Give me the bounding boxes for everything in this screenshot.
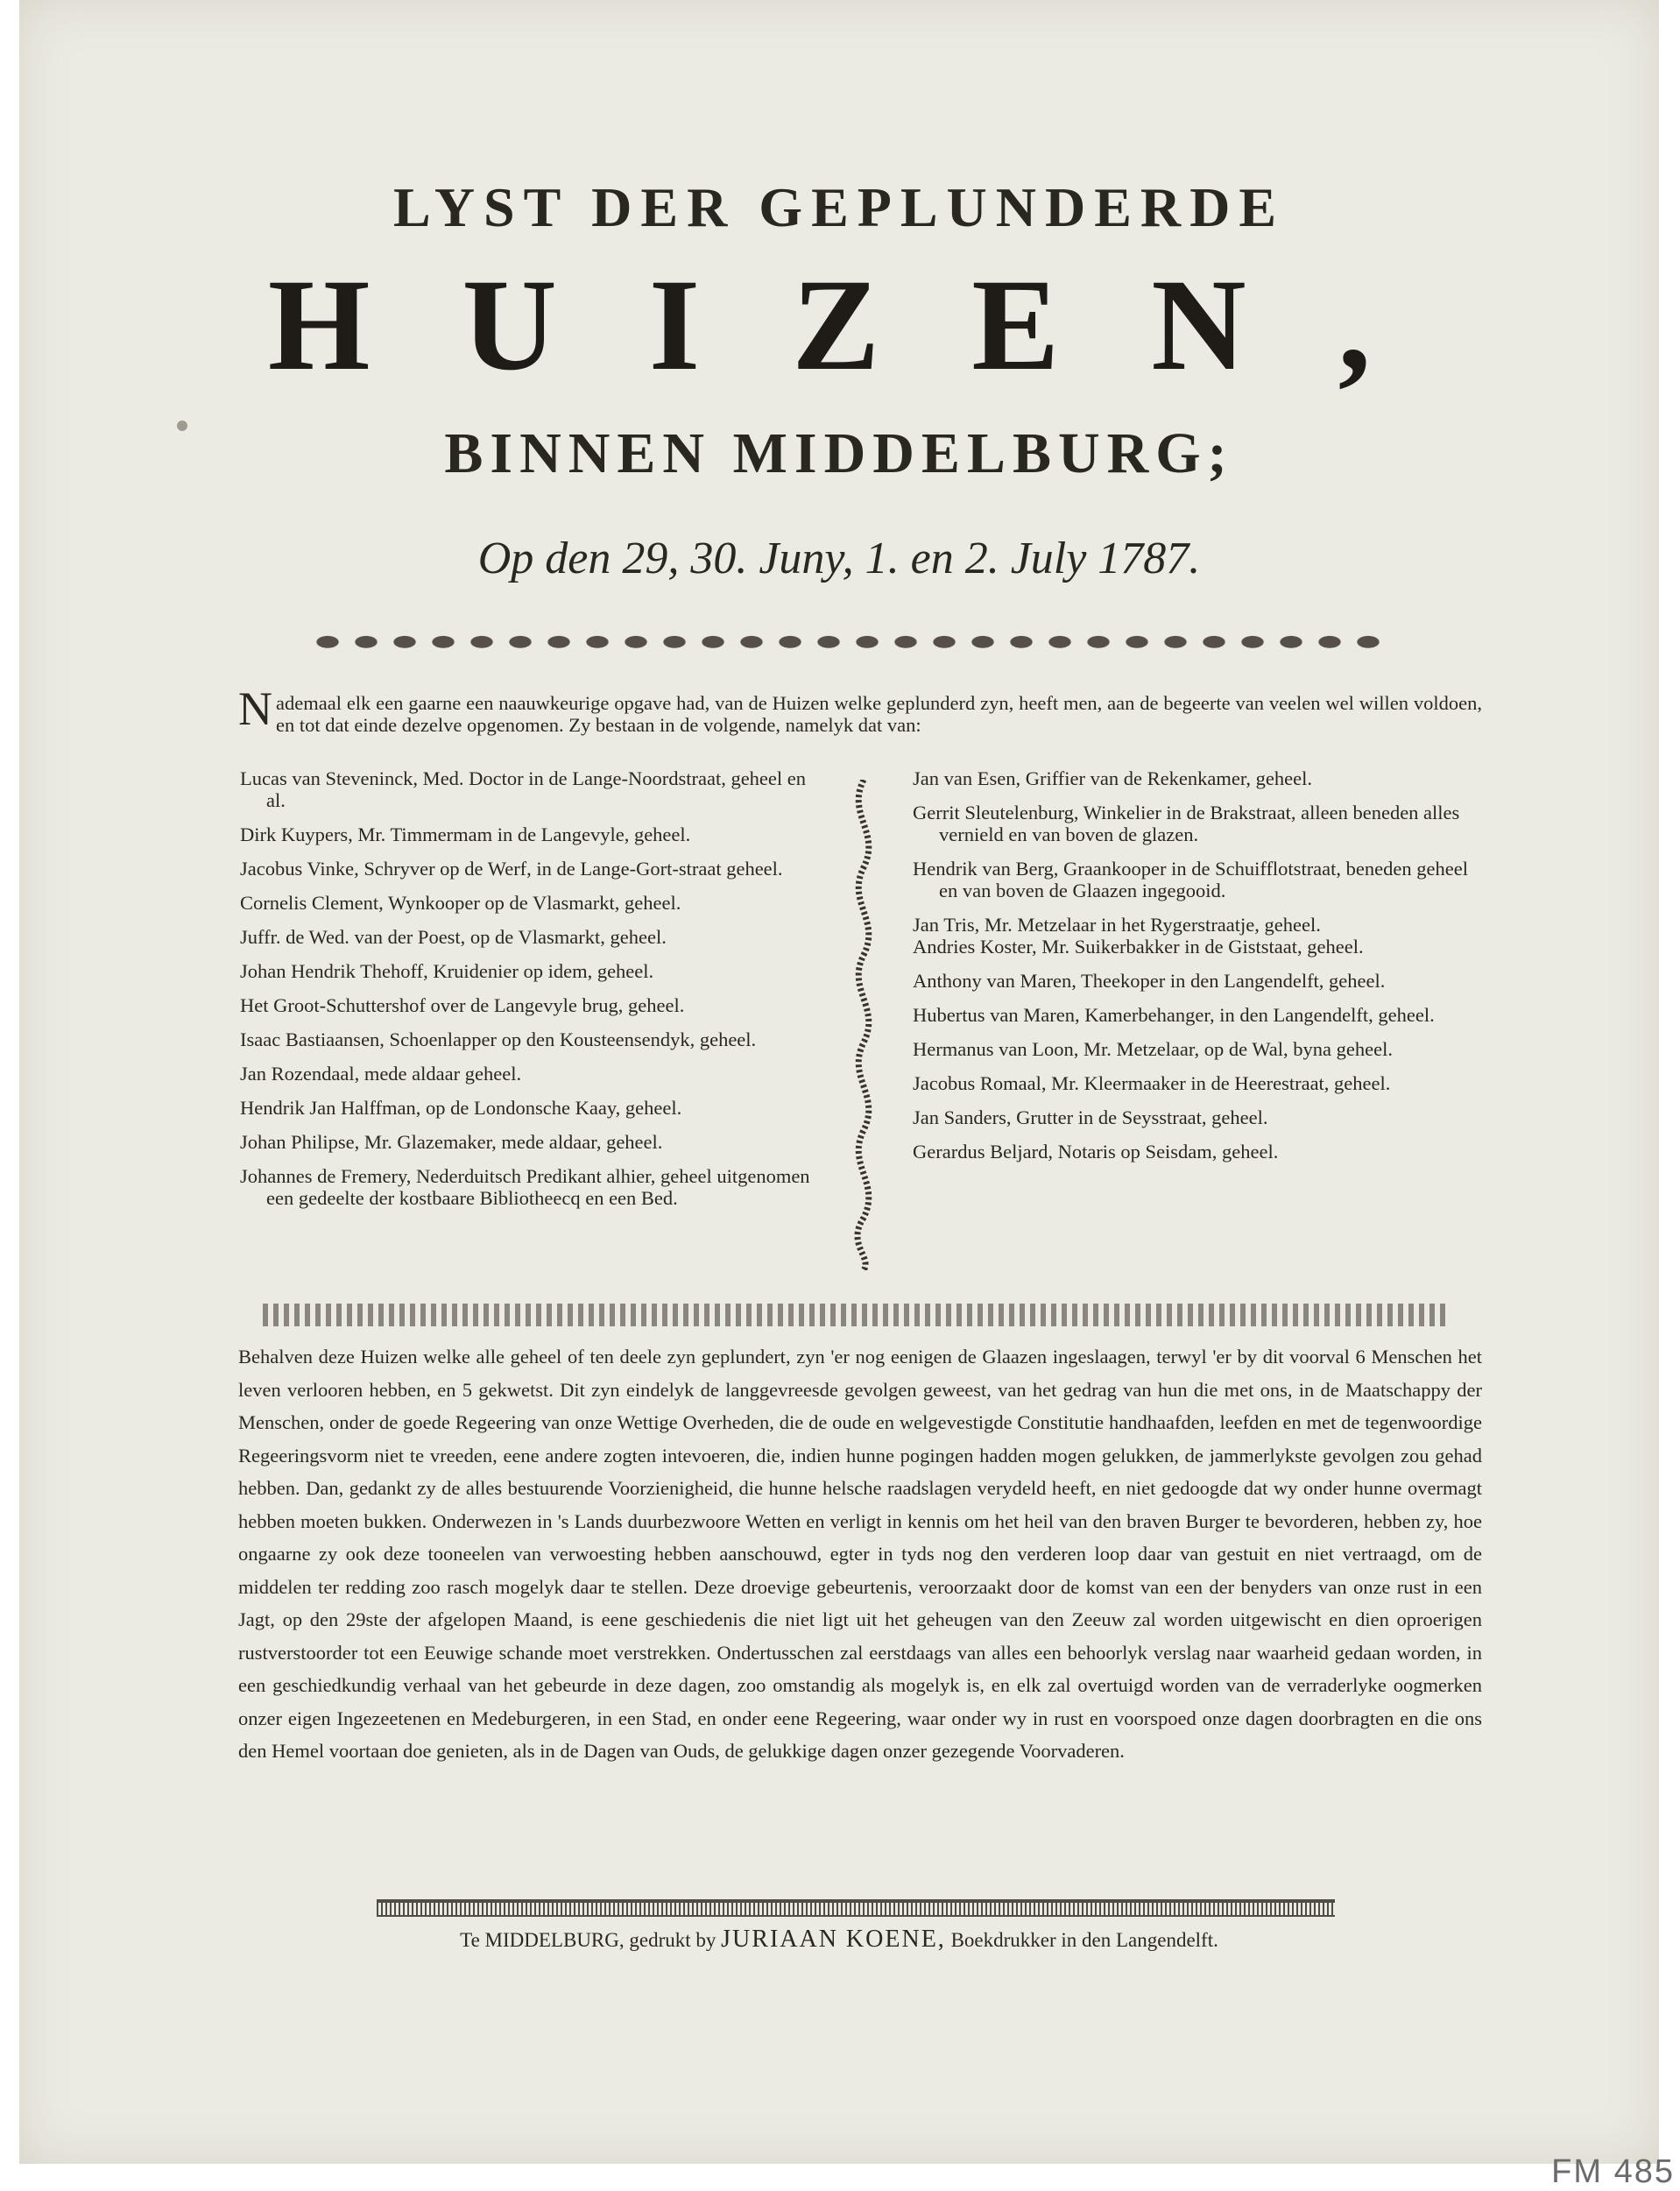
- list-item: Johannes de Fremery, Nederduitsch Predikant alhier, geheel uitgenomen een gedeelte der kostbaare Bibliotheecq en een Bed.: [240, 1165, 810, 1209]
- intro-paragraph: [238, 682, 1482, 736]
- title-line-2: HUIZEN,: [267, 252, 1464, 398]
- imprint-printer: JURIAAN KOENE,: [721, 1926, 946, 1953]
- intro-text: ademaal elk een gaarne een naauwkeurige opgave had, van de Huizen welke geplunderd zyn, heeft men, aan de begeerte van veelen wel willen voldoen, en tot dat einde dezelve opgenomen. Zy bestaan in de volgende, namelyk dat van:: [276, 692, 1482, 736]
- printer-imprint: [19, 1926, 1659, 1954]
- list-item: Jacobus Romaal, Mr. Kleermaaker in de Heerestraat, geheel.: [913, 1072, 1391, 1094]
- list-item: Hermanus van Loon, Mr. Metzelaar, op de Wal, byna geheel.: [913, 1038, 1393, 1060]
- list-item: Hubertus van Maren, Kamerbehanger, in den Langendelft, geheel.: [913, 1004, 1435, 1026]
- list-item: Juffr. de Wed. van der Poest, op de Vlasmarkt, geheel.: [240, 926, 667, 948]
- list-item: Andries Koster, Mr. Suikerbakker in de Giststaat, geheel.: [913, 936, 1364, 958]
- title-line-1: LYST DER GEPLUNDERDE: [393, 176, 1285, 238]
- vine-ornament-divider: [846, 780, 881, 1270]
- list-item: Hendrik Jan Halffman, op de Londonsche Kaay, geheel.: [240, 1097, 682, 1119]
- inventory-mark: FM 485: [1551, 2153, 1675, 2190]
- garland-ornament-top: [308, 631, 1387, 666]
- double-rule: [377, 1899, 1335, 1917]
- list-item: Het Groot-Schuttershof over de Langevyle brug, geheel.: [240, 994, 685, 1016]
- list-item: Jacobus Vinke, Schryver op de Werf, in de Lange-Gort-straat geheel.: [240, 858, 783, 880]
- list-item: Jan Sanders, Grutter in de Seysstraat, geheel.: [913, 1106, 1268, 1128]
- imprint-suffix: Boekdrukker in den Langendelft.: [950, 1929, 1218, 1951]
- list-item: Jan van Esen, Griffier van de Rekenkamer, geheel.: [913, 767, 1312, 789]
- list-item: Jan Tris, Mr. Metzelaar in het Rygerstraatje, geheel.: [913, 914, 1321, 936]
- imprint-mid: gedrukt by: [629, 1929, 716, 1951]
- title-line-3: BINNEN MIDDELBURG;: [444, 421, 1234, 485]
- list-item: Johan Hendrik Thehoff, Kruidenier op idem, geheel.: [240, 960, 654, 982]
- list-item: Dirk Kuypers, Mr. Timmermam in de Langevyle, geheel.: [240, 823, 691, 845]
- list-item: Johan Philipse, Mr. Glazemaker, mede aldaar, geheel.: [240, 1131, 663, 1153]
- list-item: Cornelis Clement, Wynkooper op de Vlasmarkt, geheel.: [240, 892, 681, 914]
- ornament-band-middle: [263, 1304, 1451, 1326]
- list-item: Gerrit Sleutelenburg, Winkelier in de Brakstraat, alleen beneden alles vernield en van boven de glazen.: [913, 802, 1460, 845]
- list-item: Jan Rozendaal, mede aldaar geheel.: [240, 1063, 522, 1085]
- house-list-right: [913, 767, 1482, 1175]
- list-item: Gerardus Beljard, Notaris op Seisdam, geheel.: [913, 1141, 1279, 1163]
- imprint-prefix: Te: [460, 1929, 480, 1951]
- house-list-left: [240, 767, 818, 1221]
- list-item: Lucas van Steveninck, Med. Doctor in de Lange-Noordstraat, geheel en al.: [240, 767, 807, 811]
- list-item: Isaac Bastiaansen, Schoenlapper op den Kousteensendyk, geheel.: [240, 1028, 757, 1050]
- paper-sheet: [19, 0, 1659, 2164]
- list-item: Hendrik van Berg, Graankooper in de Schuifflotstraat, beneden geheel en van boven de Glaazen ingegooid.: [913, 858, 1468, 901]
- imprint-city: MIDDELBURG,: [484, 1929, 625, 1951]
- drop-cap: N: [238, 682, 272, 735]
- body-paragraph: Behalven deze Huizen welke alle geheel of ten deele zyn geplundert, zyn 'er nog eenigen de Glaazen ingeslaagen, terwyl 'er by dit voorval 6 Menschen het leven verlooren hebben, en 5 gekwetst. Dit zyn eindelyk de langgevreesde gevolgen geweest, van het gedrag van hun die met ons, in de Maatschappy der Menschen, onder de goede Regeering van onze Wettige Overheden, die de oude en welgevestigde Constitutie handhaafden, leefden en met de tegenwoordige Regeeringsvorm niet te vreeden, eene andere zogten intevoeren, die, indien hunne pogingen hadden mogen gelukken, de jammerlykste gevolgen zou gehad hebben. Dan, gedankt zy de alles bestuurende Voorzienigheid, die hunne helsche raadslagen verydeld heeft, en niet gedoogde dat wy onder hunne overmagt hebben moeten bukken. Onderwezen in 's Lands duurbezwoore Wetten en verligt in kennis om het heil van den braven Burger te bevorderen, hebben zy, hoe ongaarne zy ook deze tooneelen van verwoesting hebben aanschouwd, egter in tyds nog den verderen loop daar van gestuit en niet vertraagd, om de middelen ter redding zoo rasch mogelyk daar te stellen. Deze droevige gebeurtenis, veroorzaakt door de komst van een der benyders van onze rust in een Jagt, op den 29ste der afgelopen Maand, is eene geschiedenis die niet ligt uit het geheugen van den Zeeuw zal worden uitgewischt en dien oproerigen rustverstoorder tot een Eeuwige schande moet verstrekken. Ondertusschen zal eerstdaags van alles een behoorlyk verslag naar waarheid gedaan worden, in een geschiedkundig verhaal van het gebeurde in deze dagen, zoo omstandig als mogelyk is, en elk zal overtuigd worden van de verraderlyke oogmerken onzer eigen Ingezeetenen en Medeburgeren, in een Stad, en onder eene Regeering, waar onder wy in rust en voorspoed onze dagen doorbragten en die ons den Hemel voortaan doe genieten, als in de Dagen van Ouds, de gelukkige dagen onzer gezegende Voorvaderen.: [238, 1346, 1482, 1762]
- title-date-line: Op den 29, 30. Juny, 1. en 2. July 1787.: [477, 534, 1201, 583]
- list-item: Anthony van Maren, Theekoper in den Langendelft, geheel.: [913, 970, 1386, 992]
